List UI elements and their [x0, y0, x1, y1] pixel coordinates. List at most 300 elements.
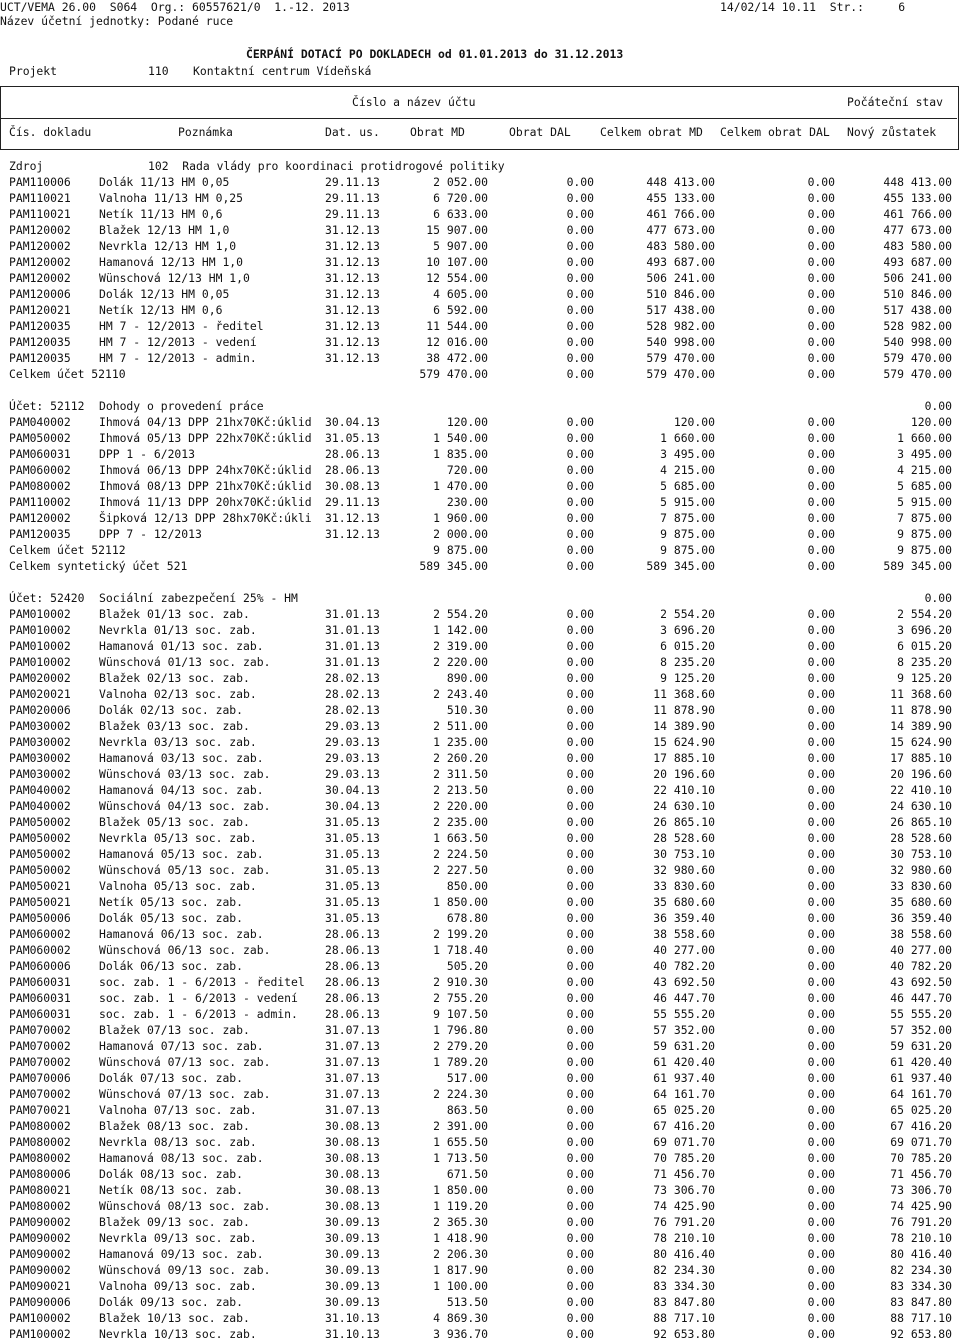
new-balance: 83 334.30	[890, 1279, 952, 1293]
doc-number: PAM120035	[9, 335, 71, 349]
total-md: 517 438.00	[646, 303, 715, 317]
total-label: Celkem účet 52110	[9, 367, 126, 381]
turnover-dal: 0.00	[566, 879, 594, 893]
table-row	[0, 798, 960, 814]
column-header-doc: Čís. dokladu	[9, 125, 92, 139]
turnover-dal: 0.00	[566, 255, 594, 269]
note: Ihmová 11/13 DPP 20hx70Kč:úklid	[99, 495, 312, 509]
total-md: 579 470.00	[646, 351, 715, 365]
doc-number: PAM010002	[9, 639, 71, 653]
note: Valnoha 05/13 soc. zab.	[99, 879, 257, 893]
table-row	[0, 974, 960, 990]
total-md: 579 470.00	[646, 367, 715, 381]
total-dal: 0.00	[807, 1167, 835, 1181]
turnover-dal: 0.00	[566, 1279, 594, 1293]
account-heading	[0, 590, 960, 606]
note: Nevrkla 10/13 soc. zab.	[99, 1327, 257, 1341]
table-row	[0, 1278, 960, 1294]
turnover-dal: 0.00	[566, 1327, 594, 1341]
posting-date: 30.09.13	[325, 1215, 380, 1229]
report-header-line1: UCT/VEMA 26.00 S064 Org.: 60557621/0 1.-12. 2013	[0, 0, 350, 14]
table-row	[0, 1134, 960, 1150]
turnover-dal: 0.00	[566, 191, 594, 205]
turnover-md: 5 907.00	[433, 239, 488, 253]
new-balance: 1 660.00	[897, 431, 952, 445]
note: Blažek 10/13 soc. zab.	[99, 1311, 250, 1325]
new-balance: 8 235.20	[897, 655, 952, 669]
turnover-md: 12 554.00	[426, 271, 488, 285]
posting-date: 31.12.13	[325, 239, 380, 253]
turnover-md: 2 224.50	[433, 847, 488, 861]
total-dal: 0.00	[807, 175, 835, 189]
posting-date: 31.05.13	[325, 815, 380, 829]
turnover-dal: 0.00	[566, 1311, 594, 1325]
table-row	[0, 670, 960, 686]
turnover-dal: 0.00	[566, 639, 594, 653]
total-md: 120.00	[673, 415, 715, 429]
posting-date: 28.06.13	[325, 991, 380, 1005]
total-md: 28 528.60	[653, 831, 715, 845]
posting-date: 31.05.13	[325, 431, 380, 445]
turnover-md: 2 311.50	[433, 767, 488, 781]
turnover-dal: 0.00	[566, 495, 594, 509]
turnover-md: 10 107.00	[426, 255, 488, 269]
opening-balance-label: Počáteční stav	[847, 95, 944, 109]
turnover-dal: 0.00	[566, 815, 594, 829]
total-md: 82 234.30	[653, 1263, 715, 1277]
note: Valnoha 09/13 soc. zab.	[99, 1279, 257, 1293]
new-balance: 24 630.10	[890, 799, 952, 813]
total-md: 506 241.00	[646, 271, 715, 285]
total-dal: 0.00	[807, 1183, 835, 1197]
note: Wünschová 01/13 soc. zab.	[99, 655, 271, 669]
table-row	[0, 286, 960, 302]
posting-date: 30.08.13	[325, 1119, 380, 1133]
table-row	[0, 606, 960, 622]
note: Wünschová 06/13 soc. zab.	[99, 943, 271, 957]
table-row	[0, 334, 960, 350]
doc-number: PAM010002	[9, 623, 71, 637]
note: Hamanová 01/13 soc. zab.	[99, 639, 264, 653]
total-dal: 0.00	[807, 927, 835, 941]
note: Dolák 08/13 soc. zab.	[99, 1167, 244, 1181]
posting-date: 28.06.13	[325, 927, 380, 941]
turnover-dal: 0.00	[566, 655, 594, 669]
new-balance: 5 685.00	[897, 479, 952, 493]
total-md: 59 631.20	[653, 1039, 715, 1053]
total-md: 17 885.10	[653, 751, 715, 765]
posting-date: 29.03.13	[325, 719, 380, 733]
project-label: Projekt	[9, 64, 58, 78]
total-dal: 0.00	[807, 1311, 835, 1325]
doc-number: PAM050002	[9, 831, 71, 845]
total-dal: 0.00	[807, 191, 835, 205]
turnover-md: 4 869.30	[433, 1311, 488, 1325]
note: Wünschová 07/13 soc. zab.	[99, 1087, 271, 1101]
note: HM 7 - 12/2013 - vedení	[99, 335, 257, 349]
posting-date: 30.08.13	[325, 1135, 380, 1149]
table-row	[0, 1038, 960, 1054]
total-dal: 0.00	[807, 623, 835, 637]
total-dal: 0.00	[807, 559, 835, 573]
table-row	[0, 1070, 960, 1086]
total-md: 46 447.70	[653, 991, 715, 1005]
turnover-dal: 0.00	[566, 559, 594, 573]
posting-date: 31.12.13	[325, 527, 380, 541]
new-balance: 35 680.60	[890, 895, 952, 909]
note: Ihmová 08/13 DPP 21hx70Kč:úklid	[99, 479, 312, 493]
doc-number: PAM050021	[9, 879, 71, 893]
note: soc. zab. 1 - 6/2013 - admin.	[99, 1007, 298, 1021]
turnover-dal: 0.00	[566, 287, 594, 301]
table-row	[0, 622, 960, 638]
total-md: 3 495.00	[660, 447, 715, 461]
posting-date: 28.06.13	[325, 463, 380, 477]
turnover-dal: 0.00	[566, 319, 594, 333]
table-row	[0, 1182, 960, 1198]
new-balance: 506 241.00	[883, 271, 952, 285]
doc-number: PAM090002	[9, 1247, 71, 1261]
turnover-md: 2 213.50	[433, 783, 488, 797]
table-row	[0, 254, 960, 270]
turnover-dal: 0.00	[566, 527, 594, 541]
doc-number: PAM020002	[9, 671, 71, 685]
total-md: 11 368.60	[653, 687, 715, 701]
total-md: 7 875.00	[660, 511, 715, 525]
turnover-dal: 0.00	[566, 767, 594, 781]
total-md: 74 425.90	[653, 1199, 715, 1213]
total-dal: 0.00	[807, 207, 835, 221]
note: Dolák 09/13 soc. zab.	[99, 1295, 244, 1309]
posting-date: 31.12.13	[325, 351, 380, 365]
new-balance: 74 425.90	[890, 1199, 952, 1213]
doc-number: PAM090002	[9, 1215, 71, 1229]
turnover-md: 1 663.50	[433, 831, 488, 845]
total-md: 22 410.10	[653, 783, 715, 797]
total-dal: 0.00	[807, 639, 835, 653]
doc-number: PAM070006	[9, 1071, 71, 1085]
total-dal: 0.00	[807, 1087, 835, 1101]
table-row	[0, 190, 960, 206]
note: Wünschová 09/13 soc. zab.	[99, 1263, 271, 1277]
total-md: 455 133.00	[646, 191, 715, 205]
table-row	[0, 446, 960, 462]
account-name: Dohody o provedení práce	[99, 399, 264, 413]
total-label: Celkem syntetický účet 521	[9, 559, 188, 573]
new-balance: 61 937.40	[890, 1071, 952, 1085]
note: Hamanová 04/13 soc. zab.	[99, 783, 264, 797]
doc-number: PAM050002	[9, 863, 71, 877]
table-row	[0, 174, 960, 190]
total-row	[0, 366, 960, 382]
posting-date: 30.04.13	[325, 415, 380, 429]
total-dal: 0.00	[807, 1215, 835, 1229]
column-header-dal: Obrat DAL	[509, 125, 571, 139]
posting-date: 28.06.13	[325, 975, 380, 989]
turnover-dal: 0.00	[566, 175, 594, 189]
table-row	[0, 526, 960, 542]
table-row	[0, 750, 960, 766]
turnover-md: 1 789.20	[433, 1055, 488, 1069]
turnover-md: 1 817.90	[433, 1263, 488, 1277]
total-md: 32 980.60	[653, 863, 715, 877]
doc-number: PAM090006	[9, 1295, 71, 1309]
project-name: Kontaktní centrum Vídeňská	[193, 64, 372, 78]
posting-date: 31.05.13	[325, 847, 380, 861]
new-balance: 46 447.70	[890, 991, 952, 1005]
new-balance: 493 687.00	[883, 255, 952, 269]
turnover-dal: 0.00	[566, 783, 594, 797]
total-md: 5 915.00	[660, 495, 715, 509]
doc-number: PAM080006	[9, 1167, 71, 1181]
total-dal: 0.00	[807, 479, 835, 493]
doc-number: PAM040002	[9, 799, 71, 813]
turnover-dal: 0.00	[566, 703, 594, 717]
turnover-md: 2 319.00	[433, 639, 488, 653]
total-dal: 0.00	[807, 527, 835, 541]
total-md: 448 413.00	[646, 175, 715, 189]
new-balance: 55 555.20	[890, 1007, 952, 1021]
total-dal: 0.00	[807, 607, 835, 621]
table-row	[0, 814, 960, 830]
source-label: Zdroj	[9, 159, 44, 173]
table-row	[0, 958, 960, 974]
posting-date: 30.09.13	[325, 1231, 380, 1245]
table-row	[0, 686, 960, 702]
table-row	[0, 862, 960, 878]
total-md: 55 555.20	[653, 1007, 715, 1021]
total-dal: 0.00	[807, 783, 835, 797]
posting-date: 31.01.13	[325, 639, 380, 653]
posting-date: 28.06.13	[325, 1007, 380, 1021]
posting-date: 31.12.13	[325, 319, 380, 333]
turnover-dal: 0.00	[566, 1119, 594, 1133]
note: Ihmová 05/13 DPP 22hx70Kč:úklid	[99, 431, 312, 445]
table-row	[0, 782, 960, 798]
doc-number: PAM120002	[9, 511, 71, 525]
note: DPP 1 - 6/2013	[99, 447, 196, 461]
total-md: 69 071.70	[653, 1135, 715, 1149]
posting-date: 31.07.13	[325, 1023, 380, 1037]
total-dal: 0.00	[807, 223, 835, 237]
total-dal: 0.00	[807, 735, 835, 749]
note: Hamanová 12/13 HM 1,0	[99, 255, 244, 269]
turnover-dal: 0.00	[566, 335, 594, 349]
turnover-dal: 0.00	[566, 671, 594, 685]
new-balance: 579 470.00	[883, 351, 952, 365]
total-dal: 0.00	[807, 943, 835, 957]
new-balance: 64 161.70	[890, 1087, 952, 1101]
posting-date: 31.12.13	[325, 335, 380, 349]
total-dal: 0.00	[807, 671, 835, 685]
new-balance: 589 345.00	[883, 559, 952, 573]
new-balance: 38 558.60	[890, 927, 952, 941]
new-balance: 7 875.00	[897, 511, 952, 525]
turnover-md: 1 100.00	[433, 1279, 488, 1293]
doc-number: PAM060031	[9, 975, 71, 989]
total-md: 3 696.20	[660, 623, 715, 637]
table-row	[0, 654, 960, 670]
total-md: 477 673.00	[646, 223, 715, 237]
note: HM 7 - 12/2013 - ředitel	[99, 319, 264, 333]
total-dal: 0.00	[807, 319, 835, 333]
new-balance: 4 215.00	[897, 463, 952, 477]
new-balance: 579 470.00	[883, 367, 952, 381]
total-md: 8 235.20	[660, 655, 715, 669]
new-balance: 3 495.00	[897, 447, 952, 461]
posting-date: 30.04.13	[325, 799, 380, 813]
total-dal: 0.00	[807, 1151, 835, 1165]
turnover-dal: 0.00	[566, 1215, 594, 1229]
table-row	[0, 1326, 960, 1342]
column-header-total-dal: Celkem obrat DAL	[720, 125, 830, 139]
table-row	[0, 990, 960, 1006]
doc-number: PAM060006	[9, 959, 71, 973]
total-md: 483 580.00	[646, 239, 715, 253]
turnover-dal: 0.00	[566, 927, 594, 941]
total-dal: 0.00	[807, 495, 835, 509]
turnover-md: 38 472.00	[426, 351, 488, 365]
turnover-md: 1 470.00	[433, 479, 488, 493]
total-row	[0, 542, 960, 558]
note: Blažek 07/13 soc. zab.	[99, 1023, 250, 1037]
total-dal: 0.00	[807, 1295, 835, 1309]
turnover-md: 678.80	[446, 911, 488, 925]
turnover-dal: 0.00	[566, 943, 594, 957]
turnover-md: 2 279.20	[433, 1039, 488, 1053]
turnover-dal: 0.00	[566, 1231, 594, 1245]
turnover-md: 505.20	[446, 959, 488, 973]
doc-number: PAM030002	[9, 735, 71, 749]
note: Nevrkla 03/13 soc. zab.	[99, 735, 257, 749]
total-dal: 0.00	[807, 831, 835, 845]
total-dal: 0.00	[807, 959, 835, 973]
new-balance: 483 580.00	[883, 239, 952, 253]
new-balance: 26 865.10	[890, 815, 952, 829]
new-balance: 22 410.10	[890, 783, 952, 797]
table-row	[0, 1102, 960, 1118]
doc-number: PAM070002	[9, 1039, 71, 1053]
turnover-md: 1 655.50	[433, 1135, 488, 1149]
doc-number: PAM110021	[9, 207, 71, 221]
posting-date: 30.08.13	[325, 1183, 380, 1197]
total-md: 80 416.40	[653, 1247, 715, 1261]
total-dal: 0.00	[807, 431, 835, 445]
total-md: 57 352.00	[653, 1023, 715, 1037]
table-row	[0, 1294, 960, 1310]
total-dal: 0.00	[807, 367, 835, 381]
turnover-dal: 0.00	[566, 911, 594, 925]
new-balance: 80 416.40	[890, 1247, 952, 1261]
total-dal: 0.00	[807, 879, 835, 893]
posting-date: 28.02.13	[325, 671, 380, 685]
new-balance: 59 631.20	[890, 1039, 952, 1053]
new-balance: 2 554.20	[897, 607, 952, 621]
total-dal: 0.00	[807, 303, 835, 317]
note: Netík 05/13 soc. zab.	[99, 895, 244, 909]
posting-date: 29.11.13	[325, 191, 380, 205]
turnover-dal: 0.00	[566, 1183, 594, 1197]
turnover-dal: 0.00	[566, 735, 594, 749]
total-md: 36 359.40	[653, 911, 715, 925]
new-balance: 461 766.00	[883, 207, 952, 221]
doc-number: PAM080021	[9, 1183, 71, 1197]
turnover-md: 1 142.00	[433, 623, 488, 637]
doc-number: PAM120002	[9, 223, 71, 237]
total-md: 83 334.30	[653, 1279, 715, 1293]
new-balance: 14 389.90	[890, 719, 952, 733]
total-md: 88 717.10	[653, 1311, 715, 1325]
blank-row	[0, 382, 960, 398]
account-number: Účet: 52112	[9, 399, 85, 413]
turnover-dal: 0.00	[566, 687, 594, 701]
doc-number: PAM050002	[9, 815, 71, 829]
turnover-dal: 0.00	[566, 607, 594, 621]
doc-number: PAM050006	[9, 911, 71, 925]
table-row	[0, 206, 960, 222]
note: Nevrkla 12/13 HM 1,0	[99, 239, 237, 253]
turnover-md: 9 107.50	[433, 1007, 488, 1021]
doc-number: PAM070002	[9, 1055, 71, 1069]
table-row	[0, 1198, 960, 1214]
new-balance: 36 359.40	[890, 911, 952, 925]
turnover-md: 120.00	[446, 415, 488, 429]
posting-date: 28.06.13	[325, 959, 380, 973]
total-md: 4 215.00	[660, 463, 715, 477]
new-balance: 67 416.20	[890, 1119, 952, 1133]
turnover-dal: 0.00	[566, 1055, 594, 1069]
note: Blažek 03/13 soc. zab.	[99, 719, 250, 733]
doc-number: PAM120002	[9, 271, 71, 285]
posting-date: 28.02.13	[325, 703, 380, 717]
doc-number: PAM110021	[9, 191, 71, 205]
opening-balance: 0.00	[924, 399, 952, 413]
doc-number: PAM020006	[9, 703, 71, 717]
posting-date: 30.09.13	[325, 1263, 380, 1277]
total-dal: 0.00	[807, 1119, 835, 1133]
doc-number: PAM060031	[9, 1007, 71, 1021]
note: Netík 11/13 HM 0,6	[99, 207, 223, 221]
doc-number: PAM120002	[9, 255, 71, 269]
note: Blažek 08/13 soc. zab.	[99, 1119, 250, 1133]
turnover-dal: 0.00	[566, 1039, 594, 1053]
total-md: 14 389.90	[653, 719, 715, 733]
turnover-dal: 0.00	[566, 351, 594, 365]
posting-date: 30.09.13	[325, 1247, 380, 1261]
total-md: 20 196.60	[653, 767, 715, 781]
doc-number: PAM120002	[9, 239, 71, 253]
posting-date: 31.01.13	[325, 623, 380, 637]
table-row	[0, 734, 960, 750]
total-md: 6 015.20	[660, 639, 715, 653]
total-md: 540 998.00	[646, 335, 715, 349]
total-dal: 0.00	[807, 1055, 835, 1069]
note: Ihmová 06/13 DPP 24hx70Kč:úklid	[99, 463, 312, 477]
new-balance: 3 696.20	[897, 623, 952, 637]
posting-date: 31.07.13	[325, 1039, 380, 1053]
report-date-page: 14/02/14 10.11 Str.: 6	[720, 0, 906, 14]
turnover-md: 1 540.00	[433, 431, 488, 445]
total-dal: 0.00	[807, 1007, 835, 1021]
total-dal: 0.00	[807, 447, 835, 461]
new-balance: 477 673.00	[883, 223, 952, 237]
total-md: 528 982.00	[646, 319, 715, 333]
table-row	[0, 1230, 960, 1246]
new-balance: 82 234.30	[890, 1263, 952, 1277]
turnover-dal: 0.00	[566, 1135, 594, 1149]
posting-date: 31.12.13	[325, 255, 380, 269]
doc-number: PAM020021	[9, 687, 71, 701]
